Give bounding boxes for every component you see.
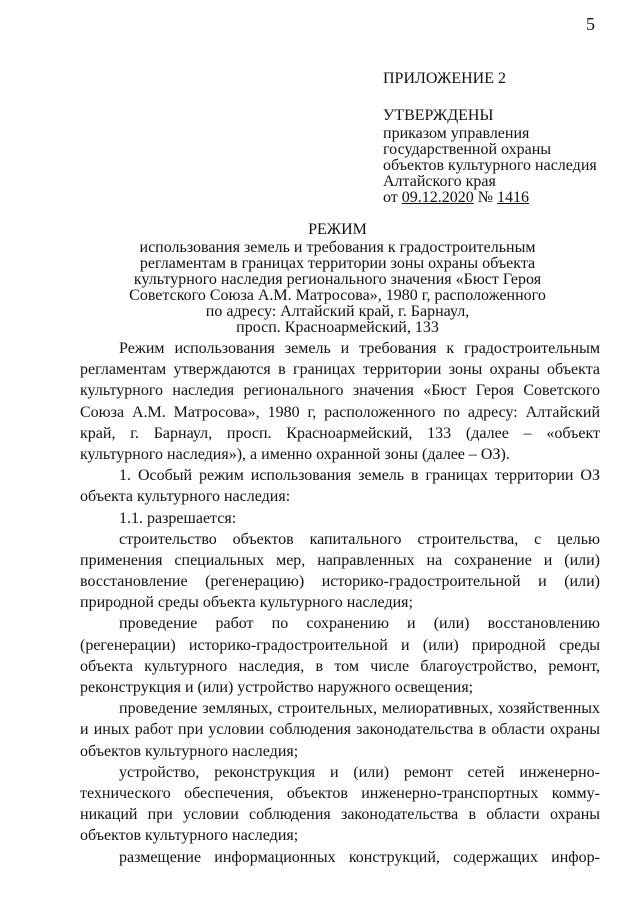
approval-date: 09.12.2020 xyxy=(401,189,474,206)
subtitle-line: просп. Красноармейский, 133 xyxy=(236,319,439,336)
document-title: РЕЖИМ xyxy=(308,221,367,238)
body-line: объекта культурного наследия: xyxy=(80,488,291,506)
body-line: технического обеспечения, объектов инженерно-транспортных комму- xyxy=(80,784,600,802)
body-line: применения специальных мер, направленных на сохранение и (или) xyxy=(80,551,600,569)
approval-heading: УТВЕРЖДЕНЫ xyxy=(383,107,494,124)
body-line: никаций при условии соблюдения законодательства в области охраны xyxy=(80,806,600,824)
body-line: культурного наследия регионального значения «Бюст Героя Советского xyxy=(80,382,600,400)
body-line: восстановление (регенерацию) историко-градостроительной и (или) xyxy=(80,573,600,591)
subtitle-line: по адресу: Алтайский край, г. Барнаул, xyxy=(205,303,470,320)
approval-line: объектов культурного наследия xyxy=(383,157,597,174)
approval-line: Алтайского края xyxy=(383,173,496,190)
approval-date-line xyxy=(383,190,597,206)
body-line: размещение информационных конструкций, содержащих инфор- xyxy=(119,848,600,866)
body-line: край, г. Барнаул, просп. Красноармейский, 133 (далее – «объект xyxy=(80,424,600,442)
body-line: природной среды объекта культурного наследия; xyxy=(80,594,413,612)
body-line: проведение работ по сохранению и (или) восстановлению xyxy=(119,615,600,633)
document-body xyxy=(80,338,600,868)
body-line: культурного наследия»), а именно охранной зоны (далее – ОЗ). xyxy=(80,445,510,463)
approval-line: государственной охраны xyxy=(383,141,552,158)
subtitle-line: использования земель и требования к градостроительным xyxy=(139,239,536,256)
body-line: строительство объектов капитального строительства, с целью xyxy=(119,530,600,548)
page-number: 5 xyxy=(586,14,595,34)
body-line: 1.1. разрешается: xyxy=(119,509,237,527)
approval-line: приказом управления xyxy=(383,125,530,142)
subtitle-line: Советского Союза А.М. Матросова», 1980 г, расположенного xyxy=(129,287,546,304)
document-title-block xyxy=(80,222,595,336)
body-line: 1. Особый режим использования земель в границах территории ОЗ xyxy=(119,467,600,485)
body-line: проведение земляных, строительных, мелиоративных, хозяйственных xyxy=(119,700,600,718)
body-line: Союза А.М. Матросова», 1980 г, расположенного по адресу: Алтайский xyxy=(80,403,600,421)
body-line: регламентам утверждаются в границах территории зоны охраны объекта xyxy=(80,361,600,379)
appendix-label: ПРИЛОЖЕНИЕ 2 xyxy=(383,70,507,87)
subtitle-line: культурного наследия регионального значения «Бюст Героя xyxy=(133,271,542,288)
body-line: объекта культурного наследия, в том числе благоустройство, ремонт, xyxy=(80,657,600,675)
body-line: реконструкция и (или) устройство наружного освещения; xyxy=(80,679,474,696)
body-line: и иных работ при условии соблюдения законодательства в области охраны xyxy=(80,721,600,739)
body-line: (регенерации) историко-градостроительной и (или) природной среды xyxy=(80,636,600,654)
body-line: устройство, реконструкция и (или) ремонт сетей инженерно- xyxy=(119,763,600,781)
approval-number: 1416 xyxy=(497,189,530,206)
subtitle-line: регламентам в границах территории зоны охраны объекта xyxy=(139,255,536,272)
document-subtitle xyxy=(80,240,595,336)
body-line: Режим использования земель и требования к градостроительным xyxy=(119,340,600,357)
number-sign: № xyxy=(477,189,494,206)
body-line: объектов культурного наследия; xyxy=(80,742,299,760)
approval-block xyxy=(383,108,597,206)
date-prefix: от xyxy=(383,189,398,206)
body-line: объектов культурного наследия; xyxy=(80,827,299,845)
